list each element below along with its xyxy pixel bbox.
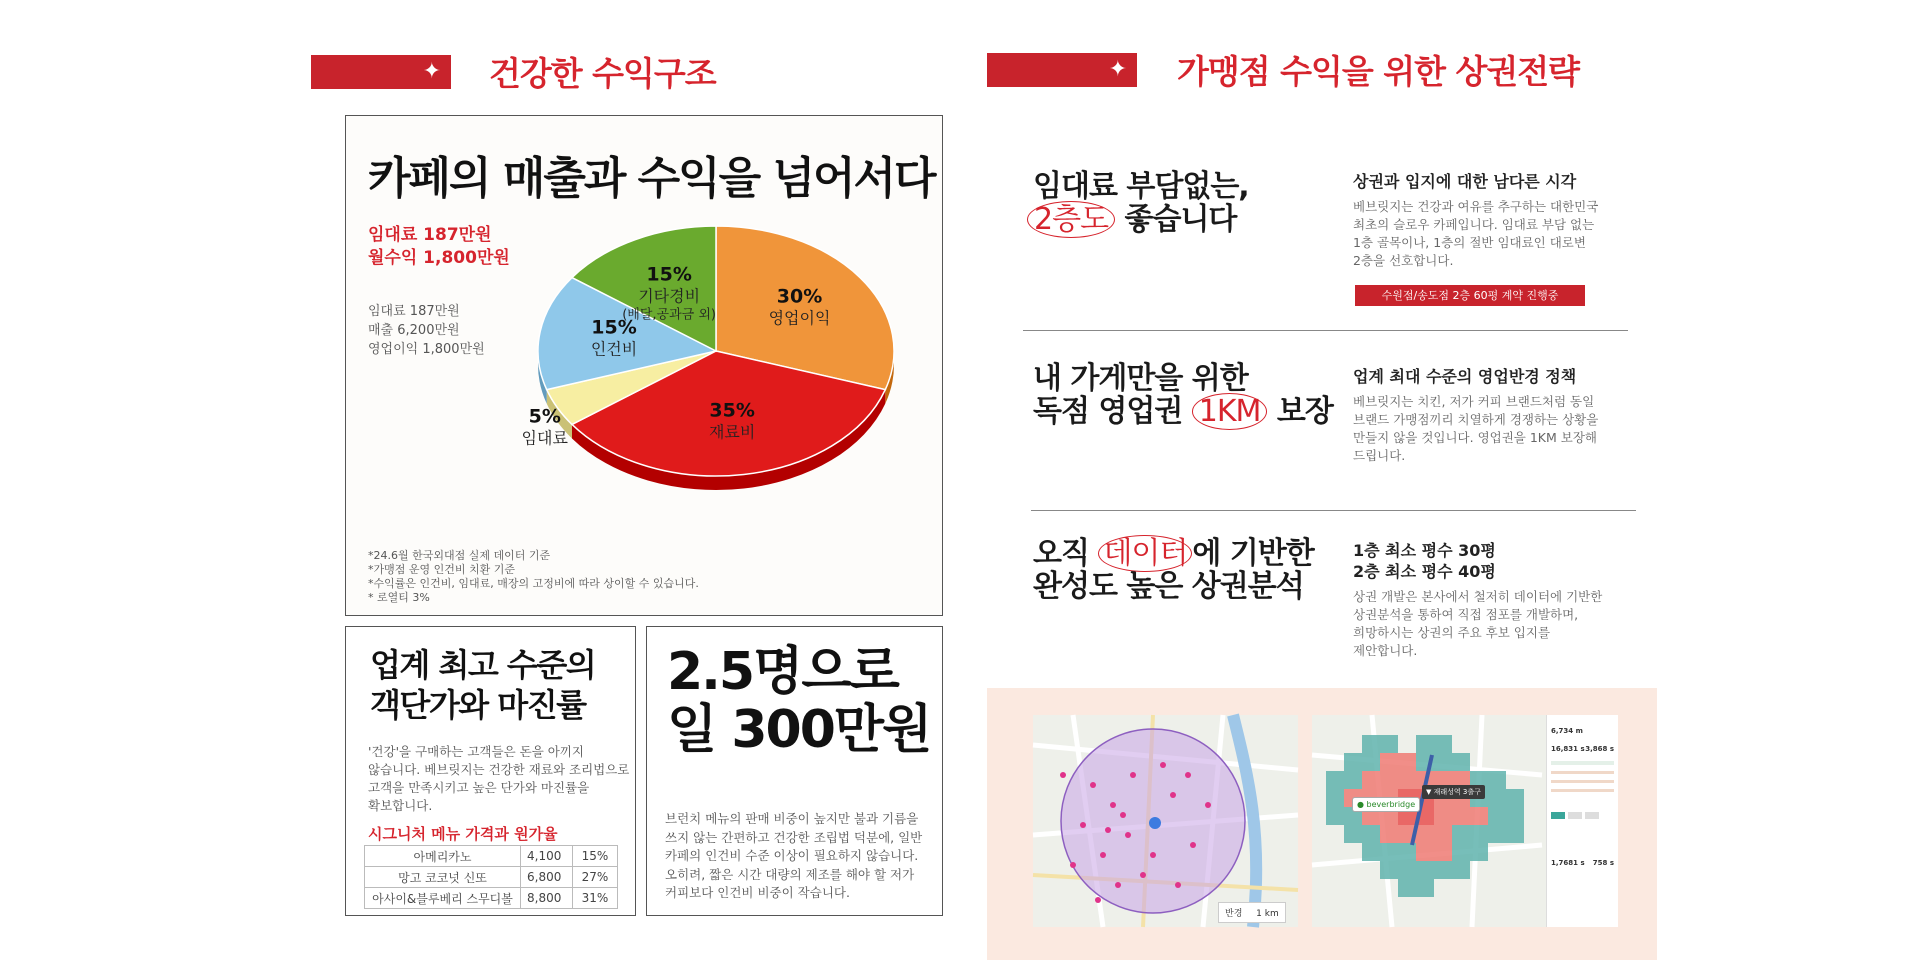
chip[interactable] [1551,812,1565,819]
title-head: 독점 영업권 [1033,394,1192,429]
staff-desc [665,810,922,903]
headline-line: 업계 최고 수준의 [370,646,596,684]
strategy-1-title [1033,170,1249,236]
station-popup: ▼ 재래성역 3출구 [1422,785,1485,799]
strategy-1-detail [1353,171,1598,270]
heat-cell [1416,879,1434,897]
analysis-sidebar[interactable] [1546,715,1618,927]
heat-cell [1488,789,1506,807]
strategy-desc [1353,198,1598,270]
title-tail: 보장 [1267,394,1333,429]
desc-line: '건강'을 구매하는 고객들은 돈을 아끼지 [368,744,584,759]
heat-cell [1434,843,1452,861]
sidebar-stat: 6,734 m [1551,727,1583,735]
pie-category-label: 영업이익 [768,308,831,328]
title-line [1033,203,1249,236]
strategy-desc [1353,588,1602,660]
radius-label: 반경 [1225,909,1243,919]
heat-cell [1488,771,1506,789]
pie-sub-label: (배달,공과금 외) [622,307,717,323]
store-tag[interactable]: ● beverbridge [1352,797,1420,812]
heat-cell [1506,789,1524,807]
sparkle-icon: ✦ [1108,56,1127,82]
strategy-2-title [1033,362,1333,428]
heat-cell [1506,825,1524,843]
heat-cell [1416,861,1434,879]
desc-line: 1층 골목이나, 1층의 절반 임대료인 대로변 [1353,235,1586,250]
heat-cell [1362,771,1380,789]
table-row [365,888,618,909]
sidebar-bar [1551,780,1614,783]
sidebar-chips [1551,812,1614,819]
revenue-pie-chart [521,216,911,536]
title-tail: 좋습니다 [1115,202,1237,237]
desc-line: 카페의 인건비 수준 이상이 필요하지 않습니다. [665,848,919,863]
menu-price: 8,800 [521,888,573,909]
divider [1031,510,1636,511]
heat-cell [1416,825,1434,843]
title-line [1033,537,1314,570]
sidebar-stat: 758 s [1592,859,1614,867]
title-line: 내 가게만을 위한 [1033,361,1248,396]
heat-cell [1470,843,1488,861]
section-bar [987,53,1137,87]
heat-cell [1380,753,1398,771]
footnote: *24.6월 한국외대점 실제 데이터 기준 [368,549,551,562]
left-section-header [311,48,716,95]
radius-map[interactable] [1033,715,1298,927]
heat-cell [1434,735,1452,753]
strategy-2-detail [1353,366,1598,465]
menu-cost-rate: 15% [573,846,618,867]
heat-cell [1452,843,1470,861]
desc-line: 베브릿지는 치킨, 저가 커피 브랜드처럼 동일 [1353,394,1595,409]
strategy-subtitle: 2층 최소 평수 40평 [1353,562,1496,581]
title-line: 임대료 부담없는, [1033,169,1249,204]
desc-line: 희망하시는 상권의 주요 후보 입지를 [1353,625,1551,640]
desc-line: 상권분석을 통하여 직접 점포를 개발하며, [1353,607,1579,622]
radius-value: 1 km [1256,909,1279,919]
pie-category-label: 인건비 [590,339,638,359]
title-tail: 에 기반한 [1192,536,1314,571]
radius-control[interactable] [1218,902,1286,923]
pie-value-label: 35% [709,399,755,422]
strategy-3-title [1033,537,1314,603]
heat-cell [1398,843,1416,861]
menu-price: 4,100 [521,846,573,867]
footnote: *가맹점 운영 인건비 치환 기준 [368,563,515,576]
pie-category-label: 임대료 [521,428,568,448]
heat-cell [1398,771,1416,789]
menu-name: 아메리카노 [365,846,521,867]
pie-category-label: 재료비 [708,422,756,442]
pie-headline: 카페의 매출과 수익을 넘어서다 [368,153,935,204]
menu-name: 망고 코코넛 신또 [365,867,521,888]
right-section-title: 가맹점 수익을 위한 상권전략 [1177,52,1580,91]
pie-value-label: 5% [528,405,561,428]
title-head: 오직 [1033,536,1099,571]
price-table-title: 시그니처 메뉴 가격과 원가율 [368,825,558,843]
heat-cell [1452,861,1470,879]
headline-line: 2.5명으로 [667,642,898,702]
sidebar-bar [1551,761,1614,765]
sidebar-stat: 1,7681 s [1551,859,1585,867]
sidebar-stat: 3,868 s [1585,745,1614,753]
heat-cell [1344,753,1362,771]
heat-cell [1326,789,1344,807]
heat-cell [1506,807,1524,825]
stat-sales: 매출 6,200만원 [368,323,460,338]
sidebar-stat-row [1551,859,1614,867]
heat-cell [1416,843,1434,861]
desc-line: 만들지 않을 것입니다. 영업권을 1KM 보장해 [1353,430,1597,445]
table-row [365,867,618,888]
sparkle-icon: ✦ [422,58,441,84]
desc-line: 확보합니다. [368,798,433,813]
strategy-3-detail [1353,540,1602,660]
margin-box [345,626,636,916]
heat-cell [1344,771,1362,789]
heat-cell [1434,825,1452,843]
footnote: * 로열티 3% [368,591,430,604]
desc-line: 오히려, 짧은 시간 대량의 제조를 해야 할 저가 [665,866,915,882]
heat-cell [1434,753,1452,771]
highlight-text: 데이터 [1098,535,1192,572]
heat-cell [1398,861,1416,879]
desc-line: 제안합니다. [1353,643,1418,658]
desc-line: 브랜드 가맹점끼리 치열하게 경쟁하는 상황을 [1353,412,1599,427]
heat-cell [1470,807,1488,825]
heat-cell [1416,735,1434,753]
contract-badge: 수원점/송도점 2층 60평 계약 진행중 [1355,285,1585,306]
desc-line: 브런치 메뉴의 판매 비중이 높지만 불과 기름을 [665,811,919,826]
menu-cost-rate: 31% [573,888,618,909]
pie-value-label: 30% [776,285,823,308]
margin-headline [370,645,595,725]
radius-map-graphic [1033,715,1298,927]
stat-rent: 임대료 187만원 [368,304,460,319]
sidebar-stat-row [1551,745,1614,753]
margin-desc [368,743,629,815]
map-panel [987,688,1657,960]
strategy-subtitle: 업계 최대 수준의 영업반경 정책 [1353,367,1577,386]
footnotes [368,549,699,605]
heatmap-graphic [1312,715,1542,927]
stat-list [368,302,485,359]
strategy-subtitle: 1층 최소 평수 30평 [1353,541,1496,560]
desc-line: 드립니다. [1353,448,1406,463]
strategy-subtitle: 상권과 입지에 대한 남다른 시각 [1353,172,1577,191]
left-section-title: 건강한 수익구조 [489,54,716,93]
staff-box [646,626,943,916]
heat-cell [1380,735,1398,753]
desc-line: 쓰지 않는 간편하고 건강한 조립법 덕분에, 일반 [665,829,923,845]
divider [1023,330,1628,331]
pie-value-label: 15% [646,263,692,286]
heat-cell [1380,825,1398,843]
heat-cell [1434,807,1452,825]
heat-cell [1398,753,1416,771]
sidebar-bar [1551,789,1614,792]
highlight-figures [368,224,510,270]
highlight-rent: 임대료 187만원 [368,225,492,245]
heat-cell [1452,753,1470,771]
heat-cell [1398,879,1416,897]
pie-category-label: 기타경비 [638,286,701,306]
footnote: *수익률은 인건비, 임대료, 매장의 고정비에 따라 상이할 수 있습니다. [368,577,699,590]
highlight-text: 2층도 [1027,201,1115,238]
menu-name: 아사이&블루베리 스무디볼 [365,888,521,909]
desc-line: 상권 개발은 본사에서 철저히 데이터에 기반한 [1353,589,1603,604]
pie-value-label: 15% [591,316,637,339]
chip[interactable] [1585,812,1599,819]
revenue-pie-box [345,115,943,616]
desc-line: 고객을 만족시키고 높은 단가와 마진률을 [368,780,590,795]
heat-cell [1380,771,1398,789]
sidebar-bar [1551,771,1614,774]
highlight-profit: 월수익 1,800만원 [368,248,510,268]
right-section-header [987,46,1579,93]
heat-cell [1380,861,1398,879]
title-line [1033,395,1333,428]
heat-cell [1362,753,1380,771]
desc-line: 2층을 선호합니다. [1353,253,1454,268]
staff-headline [667,643,930,759]
heatmap-map[interactable] [1312,715,1618,927]
heat-cell [1488,825,1506,843]
title-line: 완성도 높은 상권분석 [1033,569,1304,604]
strategy-desc [1353,393,1598,465]
chip[interactable] [1568,812,1582,819]
heat-cell [1452,825,1470,843]
highlight-text: 1KM [1192,393,1268,430]
sidebar-stat: 16,831 s [1551,745,1585,753]
menu-cost-rate: 27% [573,867,618,888]
heat-cell [1362,735,1380,753]
desc-line: 않습니다. 베브릿지는 건강한 재료와 조리법으로 [368,762,630,777]
desc-line: 커피보다 인건비 비중이 작습니다. [665,885,850,900]
heat-cell [1326,771,1344,789]
heat-cell [1344,825,1362,843]
price-table [364,845,618,909]
headline-line: 일 300만원 [667,700,931,760]
menu-price: 6,800 [521,867,573,888]
heat-cell [1470,825,1488,843]
table-row [365,846,618,867]
desc-line: 베브릿지는 건강과 여유를 추구하는 대한민국 [1353,199,1599,214]
stat-operating-profit: 영업이익 1,800만원 [368,342,485,357]
section-bar [311,55,451,89]
heat-cell [1380,843,1398,861]
heat-cell [1362,843,1380,861]
heat-cell [1434,861,1452,879]
desc-line: 최초의 슬로우 카페입니다. 임대료 부담 없는 [1353,217,1595,232]
heat-cell [1362,825,1380,843]
headline-line: 객단가와 마진률 [370,686,586,724]
heat-cell [1488,807,1506,825]
heat-cell [1326,807,1344,825]
heat-cell [1452,807,1470,825]
